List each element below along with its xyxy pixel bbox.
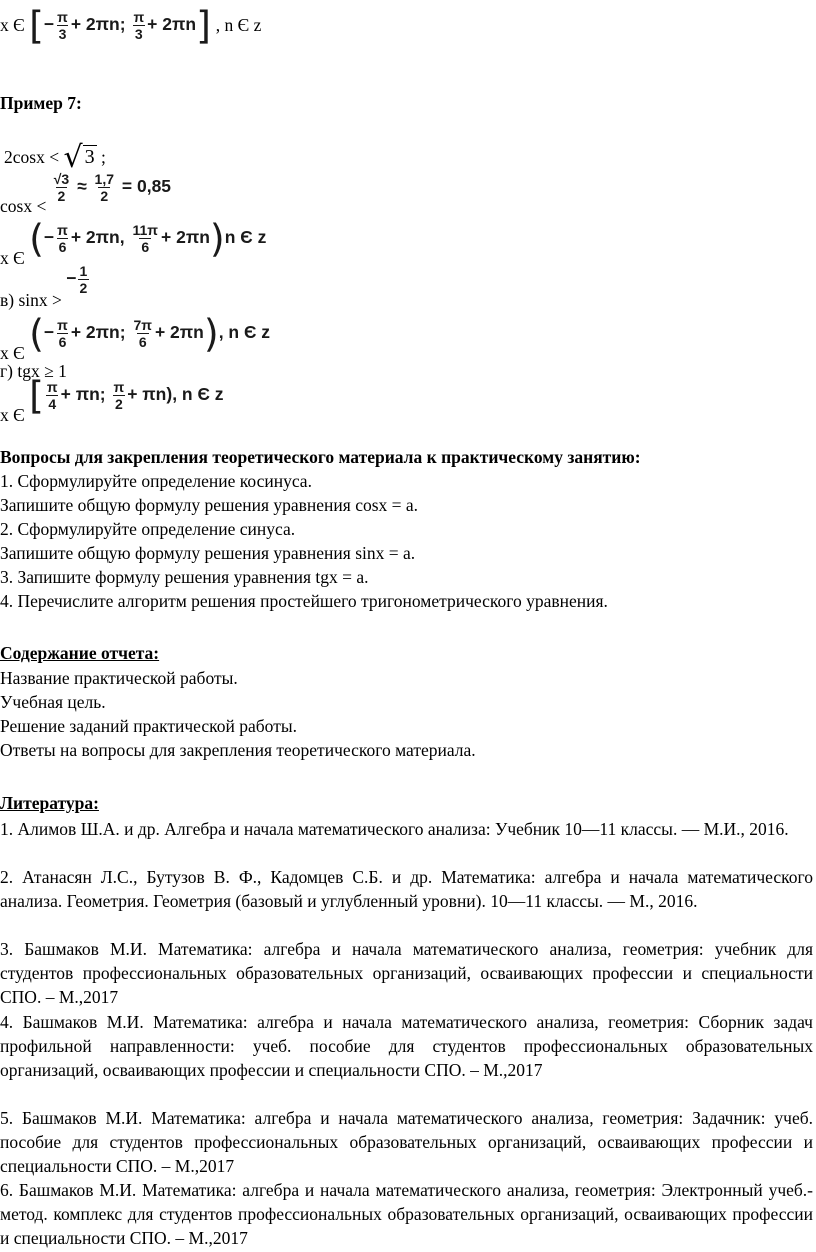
report-item: Название практической работы. xyxy=(0,668,238,688)
top-solution-line xyxy=(0,3,262,47)
questions-heading: Вопросы для закрепления теоретического материала к практическому занятию: xyxy=(0,447,641,467)
top-interval-formula: [− $\frac{\pi}{3}$ + 2πn; $\frac{\pi}{3}$ + 2πn] xyxy=(29,3,211,47)
solution-1-line: x Є (− $\frac{\pi}{6}$ + 2πn, $\frac{11\pi}{6}$ + 2πn)n Є z xyxy=(0,216,267,268)
literature-item: 5. Башмаков М.И. Математика: алгебра и начала математического анализа, геометрия: Задачник: учеб. пособие для студентов профессиональных образовательных организаций, осваивающих профессии и специальности СПО. – М.,2017 xyxy=(0,1108,813,1176)
question-item: Запишите общую формулу решения уравнения sinx = a. xyxy=(0,543,416,563)
literature-item: 1. Алимов Ш.А. и др. Алгебра и начала математического анализа: Учебник 10—11 классы. — М.И., 2016. xyxy=(0,819,789,839)
example-7-inequality: 2cosx < √ 3 ; xyxy=(4,140,106,175)
top-suffix: , n Є z xyxy=(215,15,262,36)
report-item: Решение заданий практической работы. xyxy=(0,716,297,736)
top-x-in: x Є xyxy=(0,15,25,36)
question-item: 3. Запишите формулу решения уравнения tgx = a. xyxy=(0,567,369,587)
literature-item: 2. Атанасян Л.С., Бутузов В. Ф., Кадомцев С.Б. и др. Математика: алгебра и начала математического анализа. Геометрия. Геометрия (базовый и углубленный уровни). 10—11 классы. — М., 2016. xyxy=(0,867,813,911)
literature-heading: Литература: xyxy=(0,793,99,813)
question-item: Запишите общую формулу решения уравнения cosx = a. xyxy=(0,495,419,515)
report-item: Учебная цель. xyxy=(0,692,106,712)
solution-3-line: x Є [ $\frac{\pi}{4}$ + πn; $\frac{\pi}{2}$ + πn), n Є z xyxy=(0,373,224,425)
literature-item: 6. Башмаков М.И. Математика: алгебра и начала математического анализа, геометрия: Электронный учеб.- метод. комплекс для студентов профессиональных образовательных организаций, осваивающих профессии и специальности СПО. – М.,2017 xyxy=(0,1180,813,1248)
tan-inequality-line: г) tgx ≥ 1 xyxy=(0,361,67,381)
question-item: 1. Сформулируйте определение косинуса. xyxy=(0,471,312,491)
question-item: 2. Сформулируйте определение синуса. xyxy=(0,519,296,539)
literature-item: 4. Башмаков М.И. Математика: алгебра и начала математического анализа, геометрия: Сборник задач профильной направленности: учеб. пособие для студентов профессиональных образовательных организаций, осваивающих профессии и специальности СПО. – М.,2017 xyxy=(0,1012,813,1080)
solution-2-line: x Є (− $\frac{\pi}{6}$ + 2πn; $\frac{7\pi}{6}$ + 2πn), n Є z xyxy=(0,311,271,363)
report-item: Ответы на вопросы для закрепления теоретического материала. xyxy=(0,740,476,760)
report-heading: Содержание отчета: xyxy=(0,643,160,663)
cos-approx-line: cosx < $\frac{√3}{2}$ ≈ $\frac{1,7}{2}$ = 0,85 xyxy=(0,171,172,216)
literature-item: 3. Башмаков М.И. Математика: алгебра и начала математического анализа, геометрия: учебник для студентов профессиональных образовательных организаций, осваивающих профессии и специальности СПО. – М.,2017 xyxy=(0,939,813,1007)
sin-inequality-line: в) sinx > − $\frac{1}{2}$ xyxy=(0,263,88,310)
sqrt-icon: √ 3 xyxy=(63,140,95,175)
question-item: 4. Перечислите алгоритм решения простейшего тригонометрического уравнения. xyxy=(0,591,608,611)
example-7-title: Пример 7: xyxy=(0,93,82,113)
